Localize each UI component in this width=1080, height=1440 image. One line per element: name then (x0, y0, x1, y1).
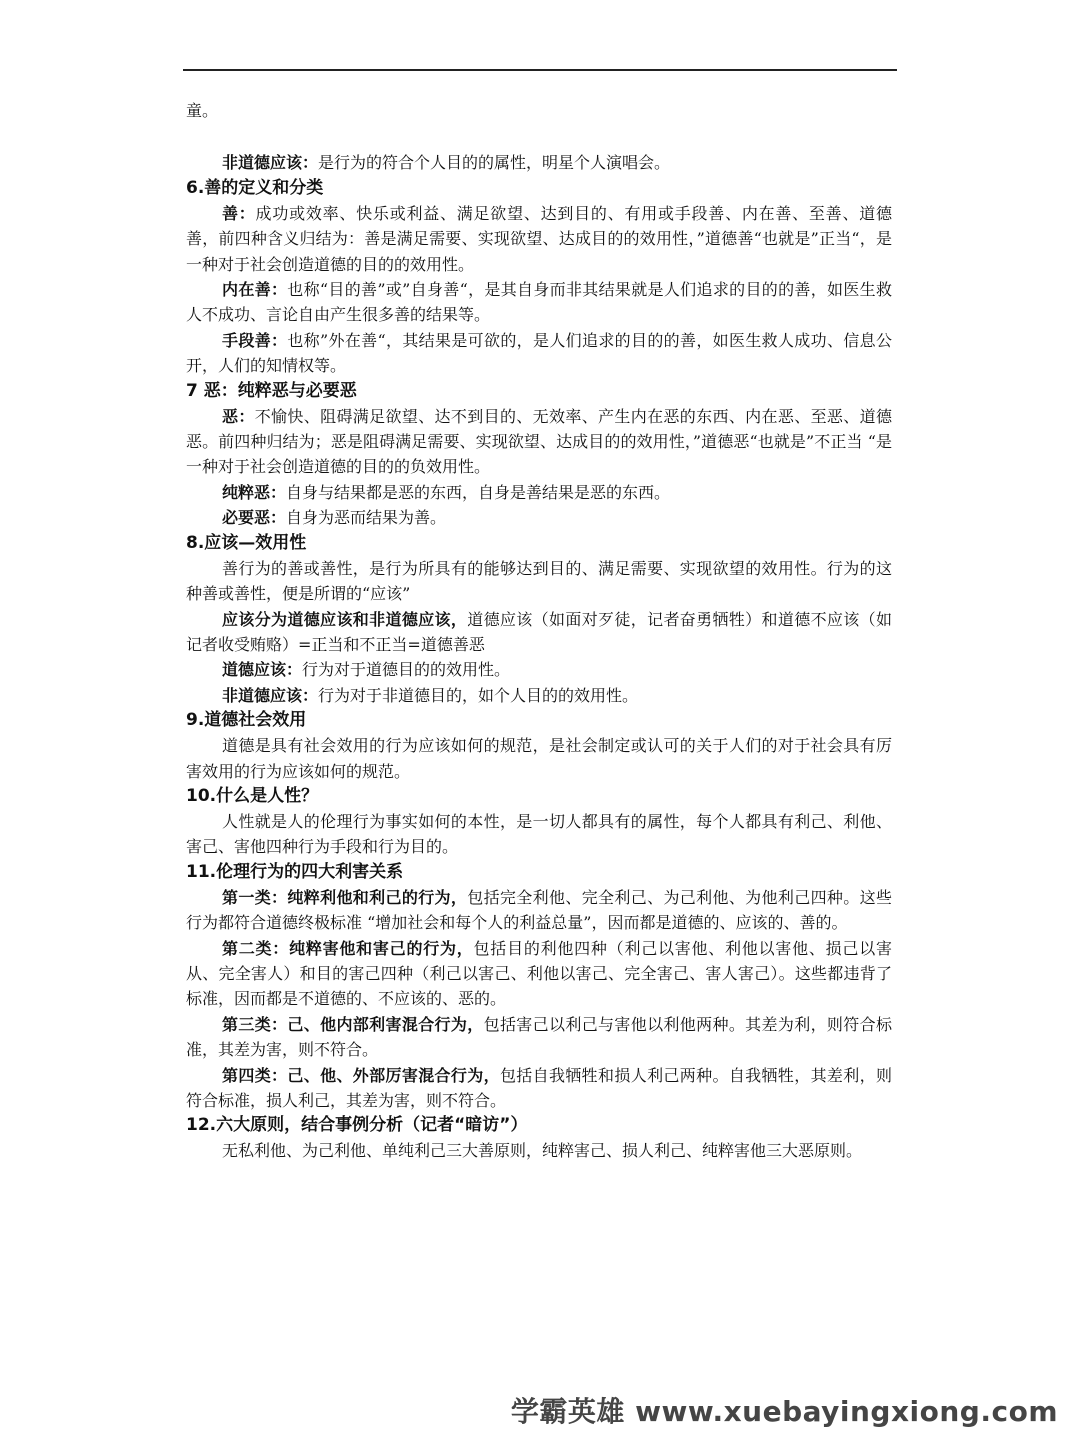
paragraph-moral-ought: 道德应该：行为对于道德目的的效用性。 (222, 660, 511, 680)
paragraph-necessary-evil: 必要恶：自身为恶而结果为善。 (222, 508, 447, 528)
paragraph-instrumental-good: 手段善：也称”外在善“，其结果是可欲的，是人们追求的目的的善，如医生救人成功、信息公开，人们的知情权等。 (186, 330, 892, 376)
paragraph-human-nature: 人性就是人的伦理行为事实如何的本性，是一切人都具有的属性，每个人都具有利己、利他、害己、害他四种行为手段和行为目的。 (186, 811, 892, 857)
paragraph-nonmoral-ought-2: 非道德应该：行为对于非道德目的，如个人目的的效用性。 (222, 685, 639, 705)
heading-section-10: 10.什么是人性？ (186, 785, 319, 806)
paragraph-category-4: 第四类：己、他、外部厉害混合行为，包括自我牺牲和损人利己两种。自我牺牲，其差利，则符合标准，损人利己，其差为害，则不符合。 (186, 1065, 892, 1110)
heading-section-12: 12.六大原则，结合事例分析（记者“暗访”） (186, 1115, 528, 1136)
paragraph-good: 善：成功或效率、快乐或利益、满足欲望、达到目的、有用或手段善、内在善、至善、道德善，前四种含义归结为：善是满足需要、实现欲望、达成目的的效用性，”道德善“也就是”正当“，是一种对于社会创造道德的目的的效用性。 (186, 203, 892, 274)
paragraph-evil: 恶：不愉快、阻碍满足欲望、达不到目的、无效率、产生内在恶的东西、内在恶、至恶、道德恶。前四种归结为；恶是阻碍满足需要、实现欲望、达成目的的效用性，”道德恶“也就是”不正当 “是一种对于社会创造道德的目的的负效用性。 (186, 406, 892, 477)
heading-section-6: 6.善的定义和分类 (186, 177, 324, 198)
paragraph-pure-evil: 纯粹恶：自身与结果都是恶的东西，自身是善结果是恶的东西。 (222, 482, 671, 502)
header-rule (183, 69, 897, 71)
paragraph-ought-types: 应该分为道德应该和非道德应该，道德应该（如面对歹徒，记者奋勇牺牲）和道德不应该（如记者收受贿赂）=正当和不正当=道德善恶 (186, 609, 892, 654)
paragraph-category-1: 第一类：纯粹利他和利己的行为，包括完全利他、完全利己、为己利他、为他利己四种。这些行为都符合道德终极标准 “增加社会和每个人的利益总量”，因而都是道德的、应该的、善的。 (186, 887, 892, 933)
paragraph-social-utility: 道德是具有社会效用的行为应该如何的规范，是社会制定或认可的关于人们的对于社会具有厉害效用的行为应该如何的规范。 (186, 736, 892, 781)
continued-line: 童。 (186, 101, 219, 120)
paragraph-nonmoral-ought: 非道德应该：是行为的符合个人目的的属性，明星个人演唱会。 (222, 153, 671, 173)
document-body (186, 98, 892, 1164)
paragraph-intrinsic-good: 内在善：也称“目的善”或”自身善“，是其自身而非其结果就是人们追求的目的的善，如医生救人不成功、言论自由产生很多善的结果等。 (186, 280, 892, 325)
paragraph-six-principles: 无私利他、为己利他、单纯利己三大善原则，纯粹害己、损人利己、纯粹害他三大恶原则。 (222, 1141, 863, 1161)
heading-section-7: 7 恶：纯粹恶与必要恶 (186, 380, 357, 401)
heading-section-9: 9.道德社会效用 (186, 710, 307, 731)
heading-section-11: 11.伦理行为的四大利害关系 (186, 861, 404, 882)
paragraph-category-3: 第三类：己、他内部利害混合行为，包括害己以利己与害他以利他两种。其差为利，则符合标准，其差为害，则不符合。 (186, 1014, 892, 1060)
heading-section-8: 8.应该—效用性 (186, 532, 307, 553)
paragraph-category-2: 第二类：纯粹害他和害己的行为，包括目的利他四种（利己以害他、利他以害他、损己以害从、完全害人）和目的害己四种（利己以害己、利他以害己、完全害己、害人害己）。这些都违背了标准，因而都是不道德的、不应该的、恶的。 (186, 938, 892, 1009)
paragraph-ought-utility: 善行为的善或善性，是行为所具有的能够达到目的、满足需要、实现欲望的效用性。行为的这种善或善性，便是所谓的“应该” (186, 558, 892, 604)
footer-watermark: 学霸英雄 www.xuebayingxiong.com (510, 1395, 1058, 1428)
